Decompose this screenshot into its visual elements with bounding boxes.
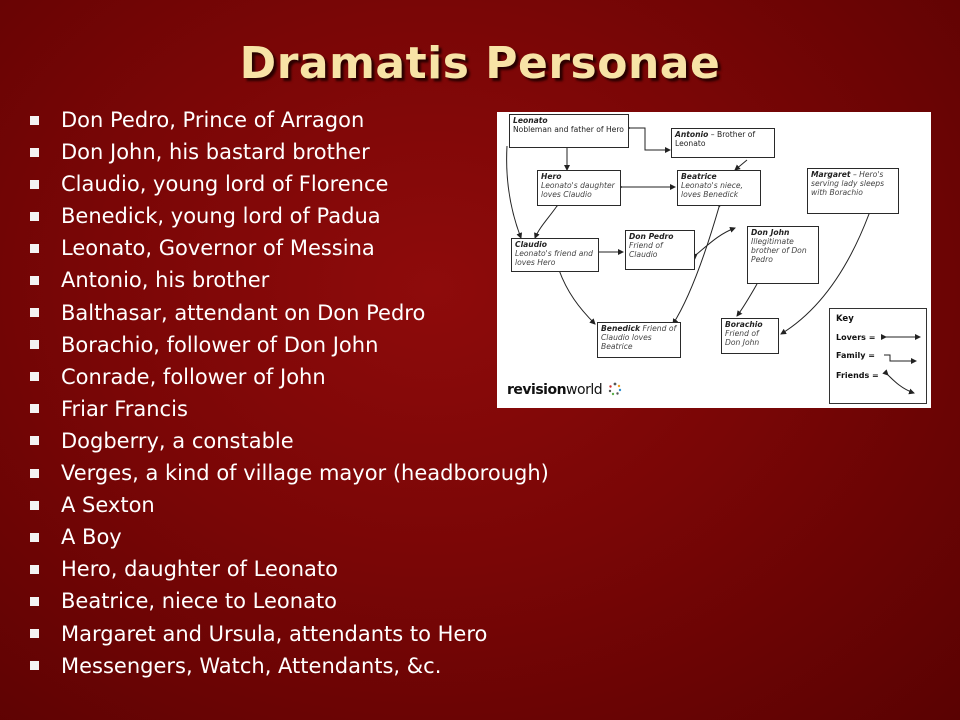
bullet bbox=[30, 404, 39, 413]
bullet bbox=[30, 340, 39, 349]
cast-item-text: Antonio, his brother bbox=[61, 268, 270, 293]
node-margaret bbox=[807, 168, 899, 214]
node-leonato bbox=[509, 114, 629, 148]
cast-item-text: Messengers, Watch, Attendants, &c. bbox=[61, 653, 442, 678]
node-benedick-name: Benedick bbox=[601, 324, 641, 333]
cast-item-text: Friar Francis bbox=[61, 396, 188, 421]
key-friends-arrow bbox=[888, 375, 914, 393]
node-leonato-name: Leonato bbox=[513, 116, 548, 125]
bullet bbox=[30, 276, 39, 285]
node-claudio bbox=[511, 238, 599, 272]
node-leonato-desc: Nobleman and father of Hero bbox=[513, 125, 624, 134]
bullet bbox=[30, 436, 39, 445]
cast-item-text: Borachio, follower of Don John bbox=[61, 332, 379, 357]
node-antonio bbox=[671, 128, 775, 158]
cast-item bbox=[30, 264, 549, 296]
cast-item-text: Margaret and Ursula, attendants to Hero bbox=[61, 621, 488, 646]
cast-item bbox=[30, 457, 549, 489]
node-borachio-desc: Friend of Don John bbox=[725, 329, 760, 347]
bullet bbox=[30, 244, 39, 253]
node-margaret-desc: – Hero's serving lady sleeps with Borachio bbox=[811, 170, 885, 197]
arrow-hero-claudio bbox=[535, 206, 557, 238]
bullet bbox=[30, 565, 39, 574]
cast-item-text: Balthasar, attendant on Don Pedro bbox=[61, 300, 426, 325]
node-claudio-desc: Leonato's friend and loves Hero bbox=[515, 249, 594, 267]
bullet bbox=[30, 308, 39, 317]
key-friends-label: Friends = bbox=[836, 371, 879, 380]
cast-item-text: Don John, his bastard brother bbox=[61, 140, 370, 165]
node-hero-desc: Leonato's daughter loves Claudio bbox=[541, 181, 615, 199]
brand-bold: revision bbox=[507, 382, 567, 398]
cast-item bbox=[30, 618, 549, 650]
node-don-john-desc: Illegitimate brother of Don Pedro bbox=[751, 237, 807, 264]
node-claudio-name: Claudio bbox=[515, 240, 547, 249]
cast-item-text: Hero, daughter of Leonato bbox=[61, 557, 338, 582]
cast-item-text: Dogberry, a constable bbox=[61, 428, 294, 453]
key-lovers-label: Lovers = bbox=[836, 333, 876, 342]
bullet bbox=[30, 629, 39, 638]
arrow-antonio-beatrice bbox=[735, 160, 747, 170]
node-don-pedro bbox=[625, 230, 695, 270]
node-antonio-desc: – Brother of Leonato bbox=[675, 130, 756, 148]
bullet bbox=[30, 116, 39, 125]
arrow-claudio-benedick bbox=[559, 270, 595, 324]
cast-item bbox=[30, 232, 549, 264]
cast-item-text: A Sexton bbox=[61, 493, 155, 518]
cast-item bbox=[30, 361, 549, 393]
cast-item bbox=[30, 553, 549, 585]
node-hero-name: Hero bbox=[541, 172, 562, 181]
cast-item-text: Claudio, young lord of Florence bbox=[61, 172, 389, 197]
bullet bbox=[30, 372, 39, 381]
node-antonio-name: Antonio bbox=[675, 130, 709, 139]
character-relationship-diagram bbox=[497, 112, 931, 408]
diagram-key bbox=[829, 308, 927, 404]
cast-item-text: Leonato, Governor of Messina bbox=[61, 236, 375, 261]
arrow-donjohn-borachio bbox=[737, 284, 757, 316]
bullet bbox=[30, 148, 39, 157]
arrow-leonato-antonio bbox=[630, 128, 670, 150]
cast-item bbox=[30, 489, 549, 521]
cast-item-text: A Boy bbox=[61, 525, 122, 550]
cast-item-text: Don Pedro, Prince of Arragon bbox=[61, 108, 365, 132]
cast-list bbox=[30, 104, 549, 682]
node-beatrice-desc: Leonato's niece, loves Benedick bbox=[681, 181, 743, 199]
node-beatrice bbox=[677, 170, 761, 206]
brand-logo bbox=[507, 382, 622, 398]
bullet bbox=[30, 597, 39, 606]
bullet bbox=[30, 501, 39, 510]
key-title: Key bbox=[836, 314, 854, 324]
bullet bbox=[30, 469, 39, 478]
cast-item bbox=[30, 136, 549, 168]
node-beatrice-name: Beatrice bbox=[681, 172, 717, 181]
key-family-arrow bbox=[884, 355, 916, 361]
node-borachio bbox=[721, 318, 779, 354]
cast-item-text: Beatrice, niece to Leonato bbox=[61, 589, 338, 614]
cast-item bbox=[30, 168, 549, 200]
arrow-leonato-claudio bbox=[507, 146, 521, 238]
bullet bbox=[30, 661, 39, 670]
node-don-john-name: Don John bbox=[751, 228, 790, 237]
cast-item-text: Benedick, young lord of Padua bbox=[61, 204, 381, 229]
cast-item bbox=[30, 200, 549, 232]
brand-spinner-icon bbox=[608, 382, 622, 396]
cast-item bbox=[30, 297, 549, 329]
node-hero bbox=[537, 170, 621, 206]
cast-item-text: Conrade, follower of John bbox=[61, 364, 326, 389]
cast-item bbox=[30, 521, 549, 553]
bullet bbox=[30, 533, 39, 542]
cast-item bbox=[30, 393, 549, 425]
node-benedick-desc: Friend of Claudio loves Beatrice bbox=[601, 324, 677, 351]
cast-item bbox=[30, 329, 549, 361]
node-margaret-name: Margaret bbox=[811, 170, 851, 179]
node-borachio-name: Borachio bbox=[725, 320, 763, 329]
brand-normal: world bbox=[566, 382, 603, 398]
bullet bbox=[30, 180, 39, 189]
node-don-pedro-desc: Friend of Claudio bbox=[629, 241, 663, 259]
arrow-donpedro-donjohn bbox=[697, 228, 735, 254]
node-benedick bbox=[597, 322, 681, 358]
key-arrow-samples bbox=[830, 309, 926, 403]
cast-item-text: Verges, a kind of village mayor (headborough) bbox=[61, 461, 549, 486]
cast-item bbox=[30, 104, 549, 136]
slide-title: Dramatis Personae bbox=[239, 38, 721, 89]
bullet bbox=[30, 212, 39, 221]
cast-item bbox=[30, 650, 549, 682]
cast-item bbox=[30, 585, 549, 617]
key-family-label: Family = bbox=[836, 351, 875, 360]
node-don-pedro-name: Don Pedro bbox=[629, 232, 674, 241]
cast-item bbox=[30, 425, 549, 457]
node-don-john bbox=[747, 226, 819, 284]
